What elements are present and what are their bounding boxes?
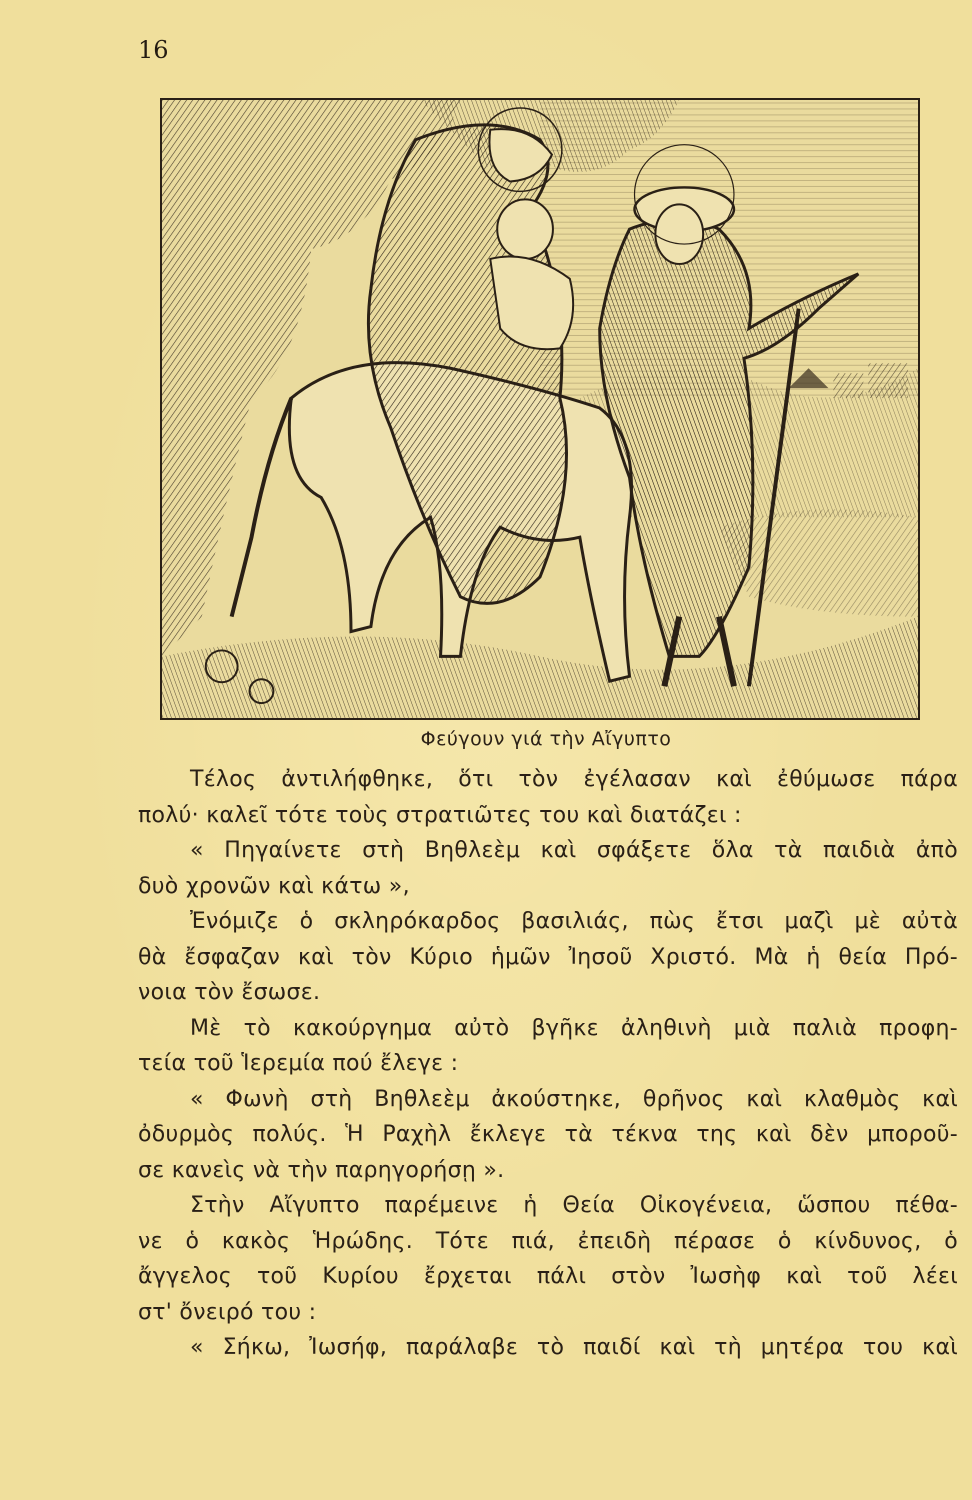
page-number: 16 — [138, 36, 169, 64]
text-line: Ἐνόμιζε ὁ σκληρόκαρδος βασιλιάς, πὼς ἔτσι μαζὶ μὲ αὐτὰ — [190, 909, 958, 934]
text-line: στ' ὄνειρό του : — [138, 1299, 317, 1325]
illustration-caption: Φεύγουν γιά τὴν Αἴγυπτο — [420, 728, 672, 750]
text-line: σε κανεὶς νὰ τὴν παρηγορήσῃ ». — [138, 1157, 505, 1183]
body-text — [138, 762, 958, 1366]
text-line: « Σήκω, Ἰωσήφ, παράλαβε τὸ παιδί καὶ τὴ μητέρα του καὶ — [190, 1335, 958, 1360]
text-line: Μὲ τὸ κακούργημα αὐτὸ βγῆκε ἀληθινὴ μιὰ παλιὰ προφη- — [190, 1015, 958, 1041]
text-line: νε ὁ κακὸς Ἡρώδης. Τότε πιά, ἐπειδὴ πέρασε ὁ κίνδυνος, ὁ — [138, 1228, 958, 1254]
engraving-image — [162, 100, 918, 718]
engraving-flight-into-egypt — [160, 98, 920, 720]
text-line: Στὴν Αἴγυπτο παρέμεινε ἡ Θεία Οἰκογένεια, ὥσπου πέθα- — [190, 1193, 958, 1218]
text-line: ἄγγελος τοῦ Κυρίου ἔρχεται πάλι στὸν Ἰωσὴφ καὶ τοῦ λέει — [138, 1264, 958, 1289]
text-line: Τέλος ἀντιλήφθηκε, ὅτι τὸν ἐγέλασαν καὶ ἐθύμωσε πάρα — [190, 767, 958, 792]
text-line: « Πηγαίνετε στὴ Βηθλεὲμ καὶ σφάξετε ὅλα τὰ παιδιὰ ἀπὸ — [190, 838, 958, 863]
text-line: δυὸ χρονῶν καὶ κάτω », — [138, 873, 410, 899]
text-line: θὰ ἔσφαζαν καὶ τὸν Κύριο ἡμῶν Ἰησοῦ Χριστό. Μὰ ἡ θεία Πρό- — [138, 944, 958, 970]
text-line: « Φωνὴ στὴ Βηθλεὲμ ἀκούστηκε, θρῆνος καὶ κλαθμὸς καὶ — [190, 1086, 958, 1112]
text-line: τεία τοῦ Ἱερεμία πού ἔλεγε : — [138, 1051, 459, 1076]
text-line: νοια τὸν ἔσωσε. — [138, 980, 321, 1005]
text-line: ὀδυρμὸς πολύς. Ἡ Ραχὴλ ἔκλεγε τὰ τέκνα της καὶ δὲν μποροῦ- — [138, 1122, 958, 1147]
text-line: πολύ· καλεῖ τότε τοὺς στρατιῶτες του καὶ διατάζει : — [138, 802, 742, 828]
